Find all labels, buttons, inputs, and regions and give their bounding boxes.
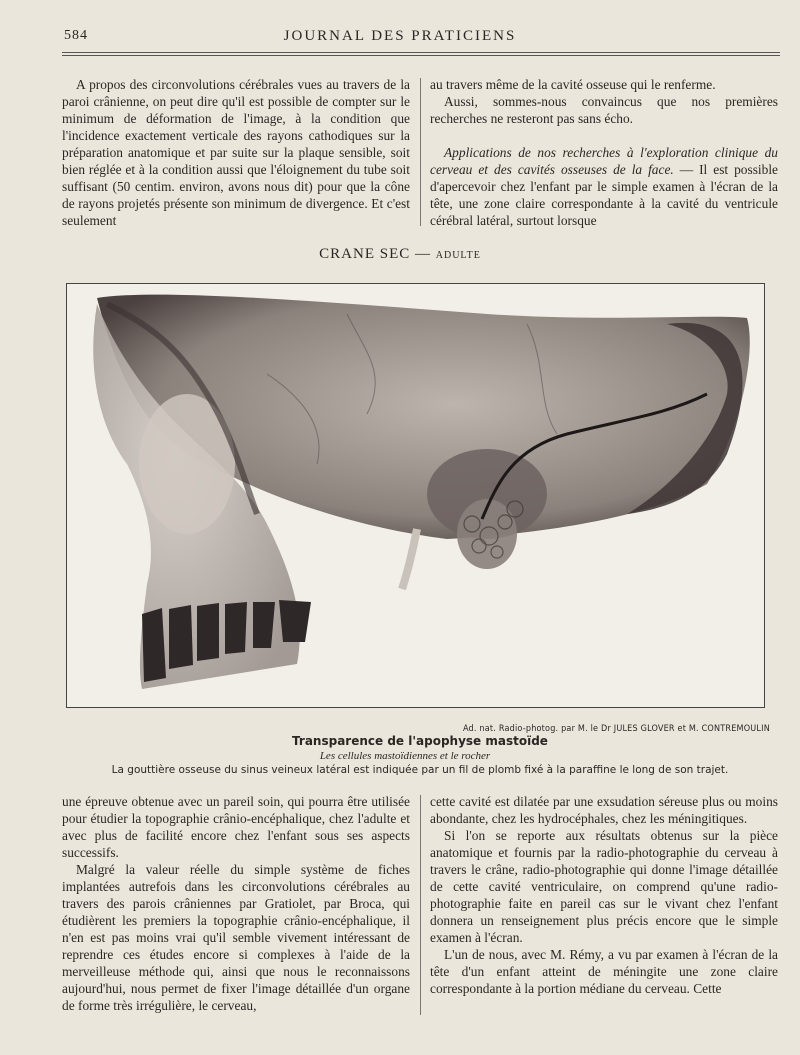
figure-heading-small: ADULTE: [435, 250, 481, 261]
paragraph: cette cavité est dilatée par une exsudation séreuse plus ou moins abondante, chez les hydrocéphales, chez les méningitiques.: [430, 794, 778, 826]
paragraph: Malgré la valeur réelle du simple système de fiches implantées autrefois dans les circonvolutions cérébrales au travers des parois crâniennes par Gratiolet, par Broca, qui étudièrent les premiers la topographie crânio-encéphalique, il n'en est pas moins vrai qu'il semble vivement intéressant de reprendre ces études encore si complexes à l'aide de la merveilleuse méthode qui, ainsi que nous le reconnaissons aujourd'hui, nous permet de fixer l'image détaillée d'un organe de forme très irrégulière, le cerveau,: [62, 862, 410, 1013]
figure-heading-main: CRANE SEC: [319, 246, 411, 262]
column-divider: [420, 78, 421, 226]
paragraph: Si l'on se reporte aux résultats obtenus sur la pièce anatomique et fournis par la radio-photographie du cerveau à travers le crâne, radio-photographie qui donne l'image détaillée de cette cavité ventriculaire, on comprend qu'une radio-photographie faite en pareil cas sur le vivant chez l'enfant donnera un renseignement plus précis encore que le simple examen à l'écran.: [430, 828, 778, 945]
caption-description: La gouttière osseuse du sinus veineux latéral est indiquée par un fil de plomb fixé à la paraffine le long de son trajet.: [111, 764, 729, 776]
figure-credit: Ad. nat. Radio-photog. par M. le Dr JULES GLOVER et M. CONTREMOULIN: [462, 724, 770, 734]
paragraph: au travers même de la cavité osseuse qui le renferme.: [430, 77, 716, 92]
section-heading-italic: Applications de nos recherches à l'exploration clinique du cerveau et des cavités osseuses de la face.: [430, 145, 778, 177]
header-rule: [62, 52, 780, 56]
figure-heading-dash: —: [415, 246, 432, 262]
caption-subtitle: Les cellules mastoïdiennes et le rocher: [319, 750, 491, 762]
paragraph-text: — Il est possible d'apercevoir chez l'enfant par le simple examen à l'écran de la tête, une zone claire correspondante à la cavité du ventricule cérébral latéral, surtout lorsque: [430, 162, 779, 228]
skull-radiograph-image: [67, 284, 764, 707]
top-right-column: [430, 76, 778, 229]
paragraph: une épreuve obtenue avec un pareil soin, qui pourra être utilisée pour étudier la topographie crânio-encéphalique, chez l'adulte et avec plus de facilité encore chez l'enfant sous ses aspects successifs.: [62, 794, 410, 860]
styloid-process: [402, 529, 417, 589]
figure-heading: [0, 246, 800, 263]
skull-radiograph: [66, 283, 765, 708]
page-number: 584: [64, 28, 88, 43]
running-head: JOURNAL DES PRATICIENS: [283, 28, 517, 44]
top-left-column: [62, 76, 410, 229]
column-divider: [420, 795, 421, 1015]
paragraph: Aussi, sommes-nous convaincus que nos premières recherches ne resteront pas sans écho.: [430, 94, 778, 126]
bottom-left-column: [62, 793, 410, 1014]
caption-title: Transparence de l'apophyse mastoïde: [292, 734, 548, 748]
paragraph: [430, 144, 778, 229]
paragraph: A propos des circonvolutions cérébrales vues au travers de la paroi crânienne, on peut dire qu'il est possible de compter sur le minimum de déformation de l'image, à la condition que l'incidence exactement verticale des rayons cathodiques sur la préparation anatomique et par suite sur la plaque sensible, soit bien réglée et à la condition aussi que l'éloignement du tube soit suffisant (50 centim. environ, avons nous dit) pour que la cône de rayons projetés présente son minimum de divergence. Et c'est seulement: [62, 77, 410, 228]
paragraph: L'un de nous, avec M. Rémy, a vu par examen à l'écran de la tête d'un enfant atteint de méningite une zone claire correspondante à la portion médiane du cerveau. Cette: [430, 947, 778, 996]
bottom-right-column: [430, 793, 778, 997]
